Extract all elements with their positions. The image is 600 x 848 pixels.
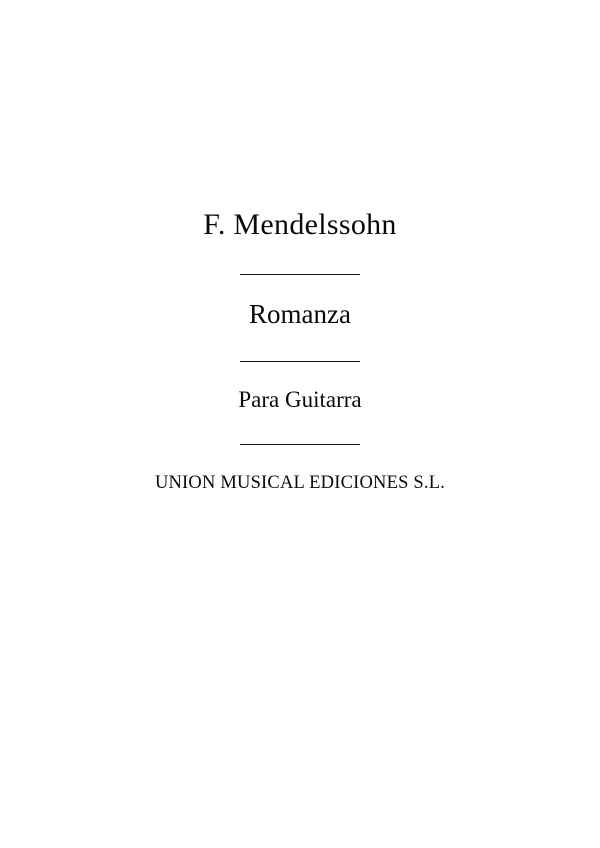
work-title: Romanza <box>249 299 351 329</box>
instrumentation-label: Para Guitarra <box>238 387 362 412</box>
composer-name: F. Mendelssohn <box>203 208 397 241</box>
divider-rule-3 <box>240 444 360 445</box>
publisher-name: UNION MUSICAL EDICIONES S.L. <box>154 473 446 493</box>
title-block <box>0 208 600 494</box>
divider-rule-1 <box>240 274 360 275</box>
divider-rule-2 <box>240 361 360 362</box>
